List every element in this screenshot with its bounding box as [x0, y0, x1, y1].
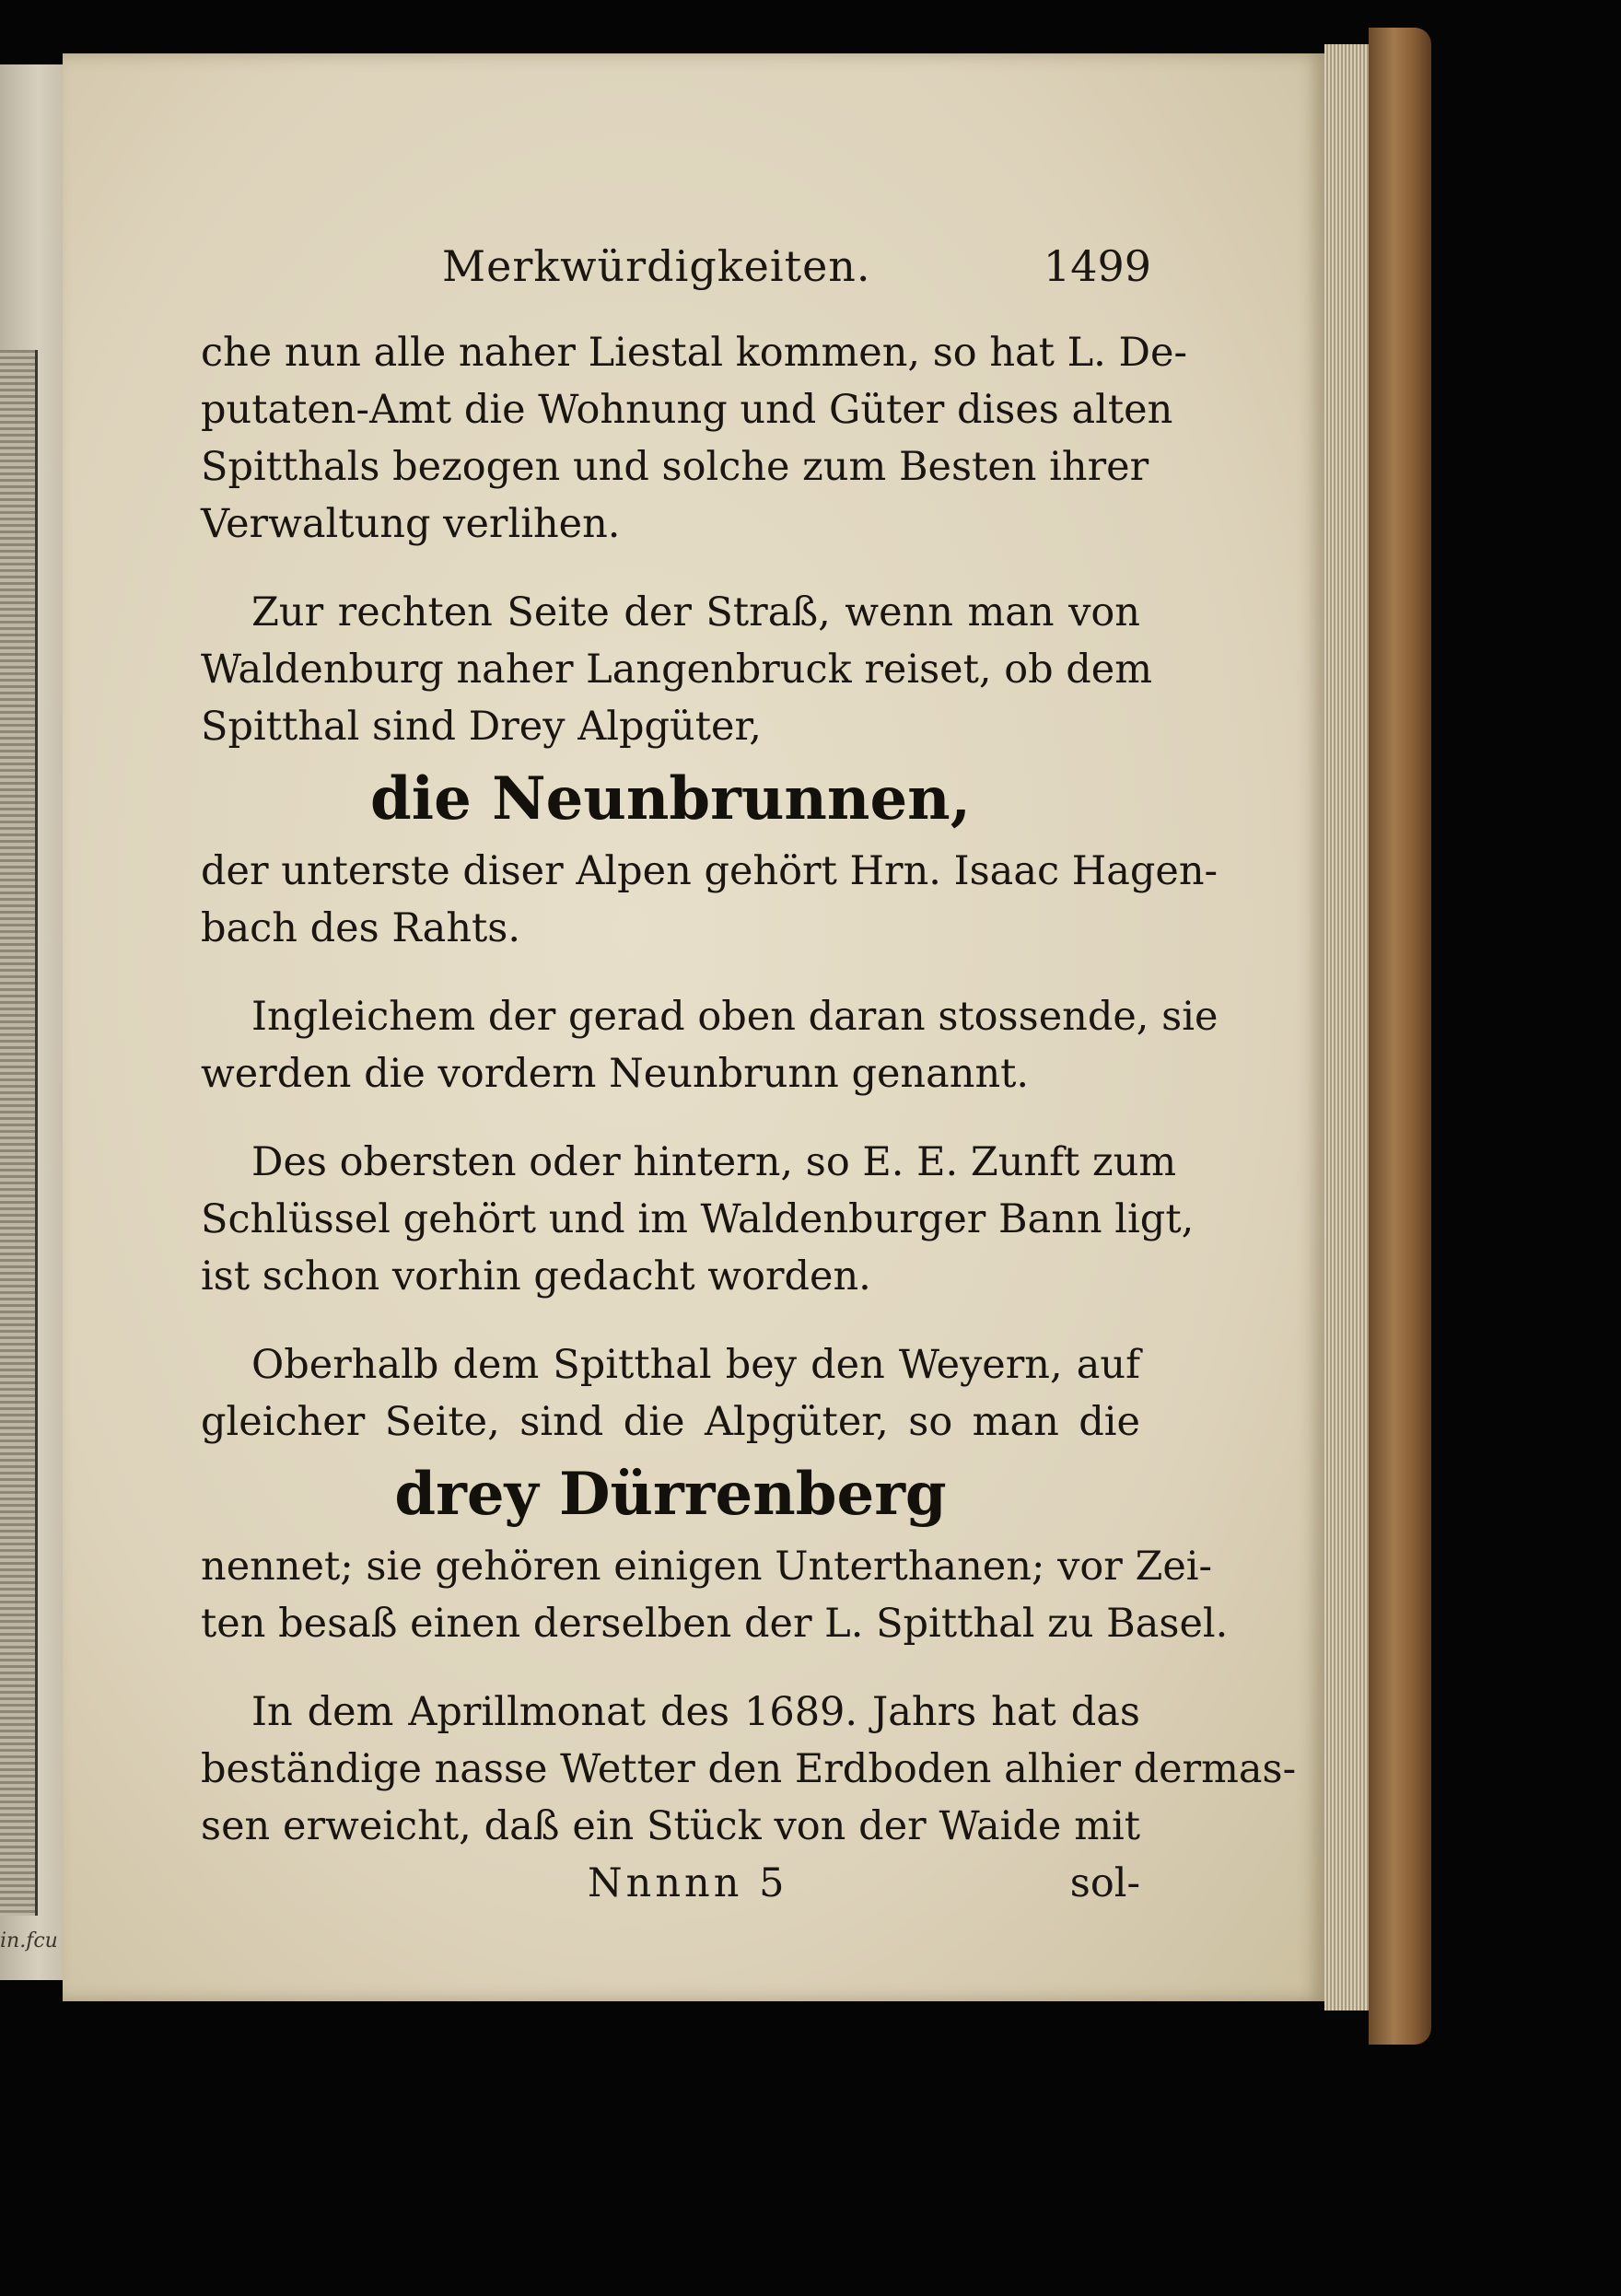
text-line: sen erweicht, daß ein Stück von der Waide mit	[201, 1803, 1140, 1849]
page-header	[221, 241, 1151, 306]
page-number: 1499	[1043, 241, 1151, 291]
text-line: bach des Rahts.	[201, 905, 521, 951]
page-body	[201, 324, 1297, 1912]
section-heading: drey Dürrenberg	[394, 1460, 947, 1529]
page-footer	[201, 1855, 1140, 1912]
text-line: gleicher Seite, sind die Alpgüter, so man die	[201, 1399, 1140, 1445]
text-line: Schlüssel gehört und im Waldenburger Bann ligt,	[201, 1196, 1195, 1242]
text-line: Spitthal sind Drey Alpgüter,	[201, 704, 762, 750]
text-line: werden die vordern Neunbrunn genannt.	[201, 1051, 1030, 1097]
page-block-edge	[1324, 44, 1369, 2010]
text-line: nennet; sie gehören einigen Unterthanen; vor Zei-	[201, 1544, 1213, 1590]
running-head: Merkwürdigkeiten.	[442, 241, 871, 291]
book-cover	[1369, 28, 1431, 2045]
text-line: beständige nasse Wetter den Erdboden alhier dermas-	[201, 1746, 1297, 1792]
text-line: ist schon vorhin gedacht worden.	[201, 1253, 871, 1300]
text-line: putaten-Amt die Wohnung und Güter dises alten	[201, 387, 1173, 433]
facing-page-caption: in.fcu	[0, 1929, 58, 1952]
signature-mark: Nnnnn 5	[588, 1860, 788, 1906]
text-line: Waldenburg naher Langenbruck reiset, ob dem	[201, 647, 1153, 693]
section-heading: die Neunbrunnen,	[370, 764, 971, 833]
text-line: Ingleichem der gerad oben daran stossende, sie	[251, 994, 1219, 1040]
text-line: Des obersten oder hintern, so E. E. Zunft zum	[251, 1139, 1177, 1185]
text-line: Verwaltung verlihen.	[201, 501, 621, 547]
text-line: che nun alle naher Liestal kommen, so hat L. De-	[201, 330, 1187, 376]
catchword: sol-	[1069, 1860, 1140, 1906]
facing-page-engraving	[0, 350, 38, 1916]
text-line: Spitthals bezogen und solche zum Besten ihrer	[201, 444, 1149, 490]
text-line: In dem Aprillmonat des 1689. Jahrs hat das	[251, 1689, 1140, 1735]
text-line: Zur rechten Seite der Straß, wenn man von	[251, 589, 1140, 635]
text-line: Oberhalb dem Spitthal bey den Weyern, auf	[251, 1342, 1140, 1388]
text-line: der unterste diser Alpen gehört Hrn. Isaac Hagen-	[201, 848, 1219, 894]
text-line: ten besaß einen derselben der L. Spitthal zu Basel.	[201, 1601, 1229, 1647]
